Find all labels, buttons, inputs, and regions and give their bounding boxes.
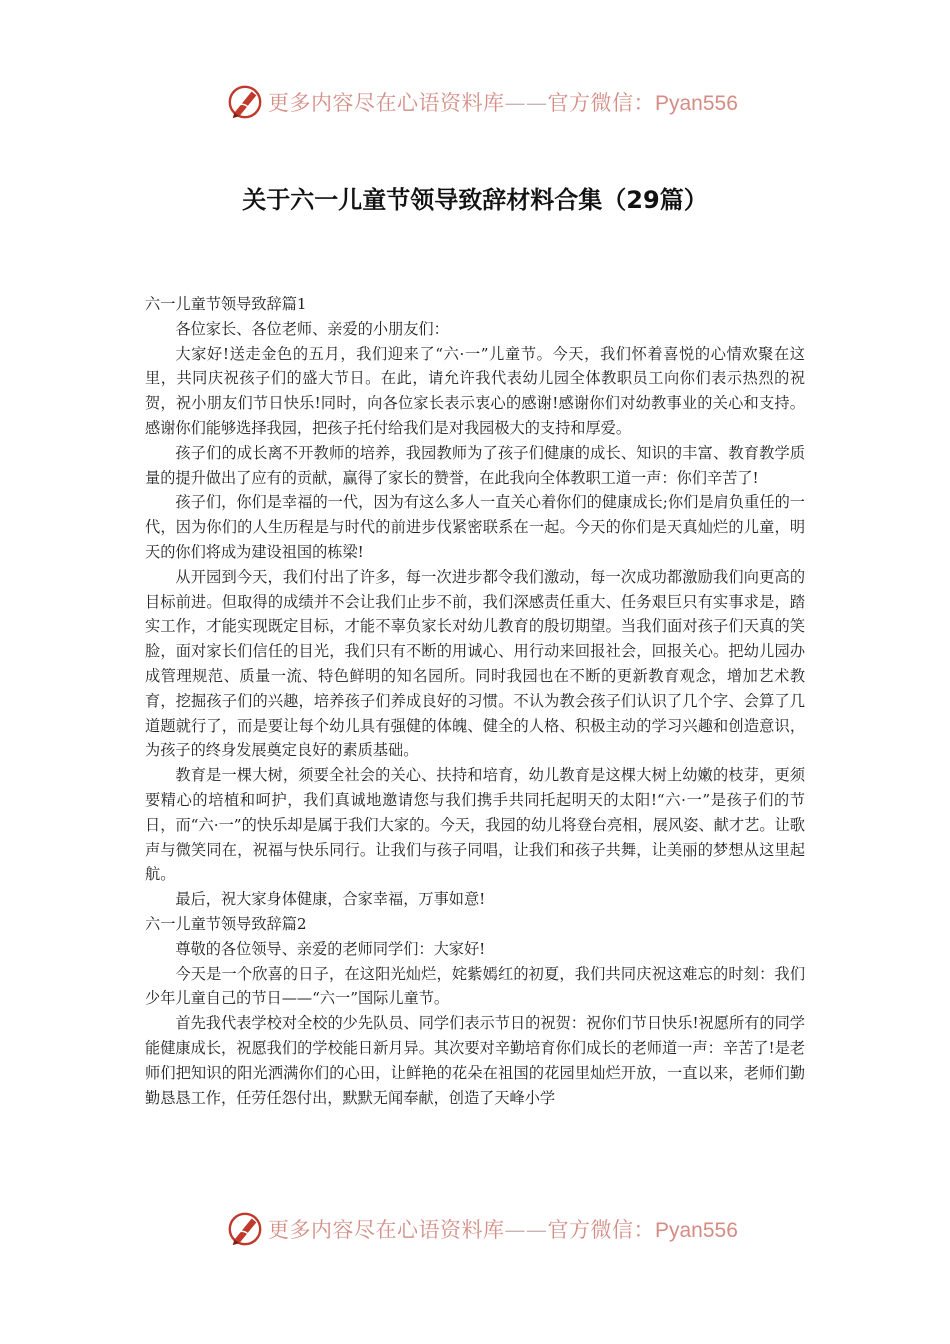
- paragraph: 孩子们，你们是幸福的一代，因为有这么多人一直关心着你们的健康成长;你们是肩负重任的一代，因为你们的人生历程是与时代的前进步伐紧密联系在一起。今天的你们是天真灿烂的儿童，明天的你们将成为建设祖国的栋梁!: [145, 493, 805, 561]
- banner-wechat-id: Pyan556: [655, 92, 738, 115]
- paragraph: 孩子们的成长离不开教师的培养，我园教师为了孩子们健康的成长、知识的丰富、教育教学质量的提升做出了应有的贡献，赢得了家长的赞誉，在此我向全体教职工道一声：你们辛苦了!: [145, 443, 805, 487]
- paragraph: 从开园到今天，我们付出了许多，每一次进步都令我们激动，每一次成功都激励我们向更高的目标前进。但取得的成绩并不会让我们止步不前，我们深感责任重大、任务艰巨只有实事求是，踏实工作，才能实现既定目标，才能不辜负家长对幼儿教育的殷切期望。当我们面对孩子们天真的笑脸，面对家长们信任的目光，我们只有不断的用诚心、用行动来回报社会，回报关心。把幼儿园办成管理规范、质量一流、特色鲜明的知名园所。同时我园也在不断的更新教育观念，增加艺术教育，挖掘孩子们的兴趣，培养孩子们养成良好的习惯。不认为教会孩子们认识了几个字、会算了几道题就行了，而是要让每个幼儿具有强健的体魄、健全的人格、积极主动的学习兴趣和创造意识，为孩子的终身发展奠定良好的素质基础。: [145, 567, 805, 760]
- document-title: 关于六一儿童节领导致辞材料合集（29篇）: [242, 186, 708, 214]
- banner-wechat-id: Pyan556: [655, 1219, 738, 1242]
- section-heading: 六一儿童节领导致辞篇1: [145, 295, 307, 313]
- paragraph: 最后，祝大家身体健康，合家幸福，万事如意!: [175, 890, 486, 909]
- header-banner: [226, 82, 746, 122]
- banner-separator: ——: [504, 91, 548, 115]
- banner-wechat-label: 官方微信：: [547, 91, 655, 115]
- paragraph: 尊敬的各位领导、亲爱的老师同学们：大家好!: [175, 939, 486, 958]
- paragraph: 各位家长、各位老师、亲爱的小朋友们：: [175, 319, 449, 338]
- banner-text: [268, 87, 738, 117]
- pen-logo-icon: [226, 1210, 264, 1248]
- banner-main: 更多内容尽在心语资料库: [268, 1218, 505, 1242]
- paragraph: 首先我代表学校对全校的少先队员、同学们表示节日的祝贺：祝你们节日快乐!祝愿所有的同学能健康成长，祝愿我们的学校能日新月异。其次要对辛勤培育你们成长的老师道一声：辛苦了!是老师们把知识的阳光洒满你们的心田，让鲜艳的花朵在祖国的花园里灿烂开放，一直以来，老师们勤勤恳恳工作，任劳任怨付出，默默无闻奉献，创造了天峰小学: [145, 1014, 805, 1107]
- paragraph: 大家好!送走金色的五月，我们迎来了“六·一”儿童节。今天，我们怀着喜悦的心情欢聚在这里，共同庆祝孩子们的盛大节日。在此，请允许我代表幼儿园全体教职员工向你们表示热烈的祝贺，祝小朋友们节日快乐!同时，向各位家长表示衷心的感谢!感谢你们对幼教事业的关心和支持。感谢你们能够选择我园，把孩子托付给我们是对我园极大的支持和厚爱。: [145, 344, 805, 437]
- banner-separator: ——: [504, 1218, 548, 1242]
- section-heading: 六一儿童节领导致辞篇2: [145, 914, 307, 933]
- paragraph: 教育是一棵大树，须要全社会的关心、扶持和培育，幼儿教育是这棵大树上幼嫩的枝芽，更须要精心的培植和呵护，我们真诚地邀请您与我们携手共同托起明天的太阳!“六·一”是孩子们的节日，而“六·一”的快乐却是属于我们大家的。今天，我园的幼儿将登台亮相，展风姿、献才艺。让歌声与微笑同在，祝福与快乐同行。让我们与孩子同唱，让我们和孩子共舞，让美丽的梦想从这里起航。: [145, 766, 805, 884]
- pen-logo-icon: [226, 83, 264, 121]
- footer-banner: [226, 1209, 746, 1249]
- paragraph: 今天是一个欣喜的日子，在这阳光灿烂，姹紫嫣红的初夏，我们共同庆祝这难忘的时刻：我们少年儿童自己的节日——“六一”国际儿童节。: [145, 964, 805, 1008]
- banner-wechat-label: 官方微信：: [547, 1218, 655, 1242]
- banner-text: [268, 1214, 738, 1244]
- banner-main: 更多内容尽在心语资料库: [268, 91, 505, 115]
- document-body: [145, 292, 805, 1110]
